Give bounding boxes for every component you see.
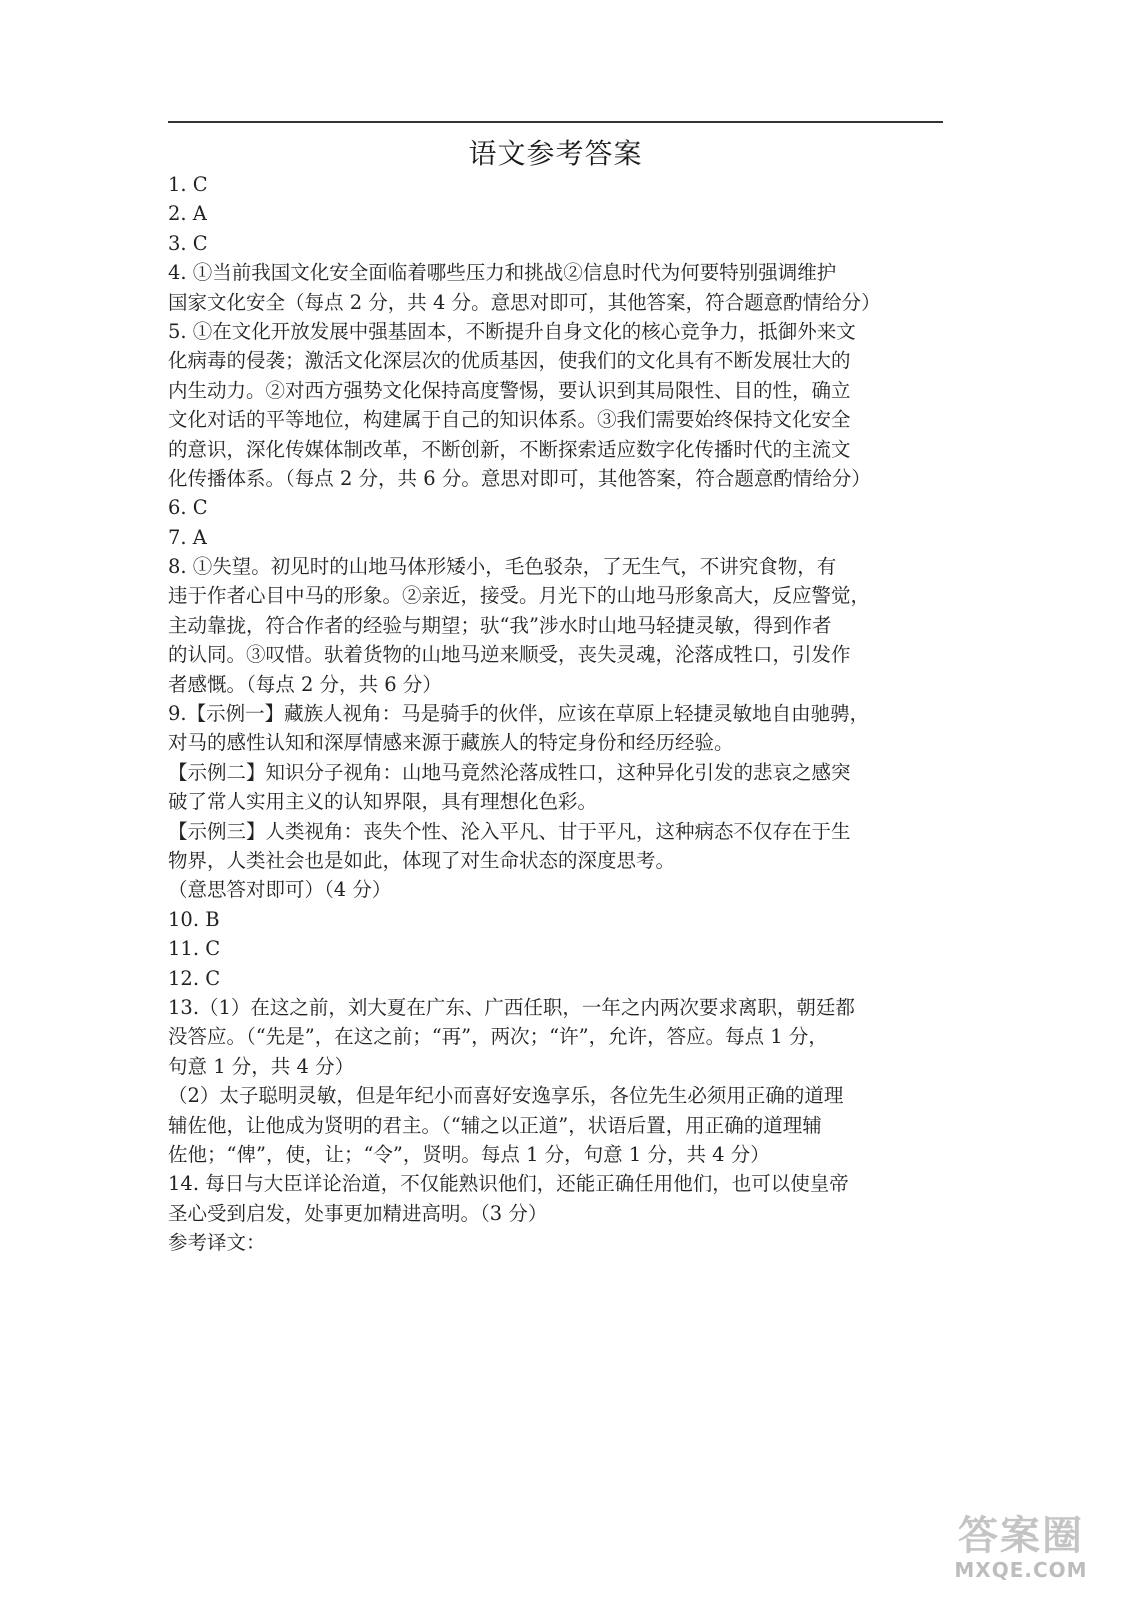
watermark-logo (941, 1514, 1101, 1586)
text-line: 化传播体系。（每点 2 分，共 6 分。意思对即可，其他答案，符合题意酌情给分） (168, 466, 871, 490)
text-line: 【示例二】知识分子视角：山地马竟然沦落成牲口，这种异化引发的悲哀之感突 (168, 760, 851, 784)
text-line: 4. ①当前我国文化安全面临着哪些压力和挑战②信息时代为何要特别强调维护 (168, 261, 837, 285)
text-line: （意思答对即可）（4 分） (168, 878, 392, 902)
text-line: 7. A (168, 525, 207, 549)
header-rule (168, 121, 943, 123)
text-line: 破了常人实用主义的认知界限，具有理想化色彩。 (168, 790, 598, 814)
text-line: 文化对话的平等地位，构建属于自己的知识体系。③我们需要始终保持文化安全 (168, 408, 851, 432)
text-line: 13.（1）在这之前，刘大夏在广东、广西任职，一年之内两次要求离职，朝廷都 (168, 995, 855, 1019)
text-line: 主动靠拢，符合作者的经验与期望；驮“我”涉水时山地马轻捷灵敏，得到作者 (168, 613, 832, 637)
text-line: 国家文化安全（每点 2 分，共 4 分。意思对即可，其他答案，符合题意酌情给分） (168, 290, 881, 314)
text-line: 9.【示例一】藏族人视角：马是骑手的伙伴，应该在草原上轻捷灵敏地自由驰骋， (168, 702, 870, 726)
text-line: 3. C (168, 231, 208, 255)
text-line: 6. C (168, 496, 208, 520)
text-line: 8. ①失望。初见时的山地马体形矮小，毛色驳杂，了无生气，不讲究食物，有 (168, 555, 837, 579)
text-line: 10. B (168, 907, 220, 931)
text-line: 者感慨。（每点 2 分，共 6 分） (168, 672, 442, 696)
text-line: 违于作者心目中马的形象。②亲近，接受。月光下的山地马形象高大，反应警觉， (168, 584, 871, 608)
text-line: 圣心受到启发，处事更加精进高明。（3 分） (168, 1201, 548, 1225)
text-line: 11. C (168, 937, 221, 961)
text-line: 辅佐他，让他成为贤明的君主。（“辅之以正道”，状语后置，用正确的道理辅 (168, 1113, 822, 1137)
text-line: 物界，人类社会也是如此，体现了对生命状态的深度思考。 (168, 848, 676, 872)
text-line: 没答应。（“先是”，在这之前；“再”，两次；“许”，允许，答应。每点 1 分， (168, 1025, 828, 1049)
text-line: 14. 每日与大臣详论治道，不仅能熟识他们，还能正确任用他们，也可以使皇帝 (168, 1172, 849, 1196)
text-line: 内生动力。②对西方强势文化保持高度警惕，要认识到其局限性、目的性，确立 (168, 378, 851, 402)
text-line: （2）太子聪明灵敏，但是年纪小而喜好安逸享乐，各位先生必须用正确的道理 (168, 1084, 844, 1108)
watermark-url: MXQE.COM (954, 1558, 1088, 1582)
text-line: 佐他；“俾”，使，让；“令”，贤明。每点 1 分，句意 1 分，共 4 分） (168, 1142, 770, 1166)
text-line: 12. C (168, 966, 221, 990)
answer-body (168, 170, 948, 1257)
text-line: 的意识，深化传媒体制改革，不断创新，不断探索适应数字化传播时代的主流文 (168, 437, 851, 461)
text-line: 1. C (168, 173, 208, 196)
text-line: 对马的感性认知和深厚情感来源于藏族人的特定身份和经历经验。 (168, 731, 734, 755)
text-line: 2. A (168, 202, 207, 226)
text-line: 参考译文： (168, 1231, 266, 1255)
text-line: 化病毒的侵袭；激活文化深层次的优质基因，使我们的文化具有不断发展壮大的 (168, 349, 851, 373)
page-title: 语文参考答案 (468, 137, 643, 170)
text-line: 【示例三】人类视角：丧失个性、沦入平凡、甘于平凡，这种病态不仅存在于生 (168, 819, 851, 843)
text-line: 5. ①在文化开放发展中强基固本，不断提升自身文化的核心竞争力，抵御外来文 (168, 319, 856, 343)
text-line: 句意 1 分，共 4 分） (168, 1054, 355, 1078)
text-line: 的认同。③叹惜。驮着货物的山地马逆来顺受，丧失灵魂，沦落成牲口，引发作 (168, 643, 851, 667)
watermark-text: 答案圈 (958, 1513, 1084, 1559)
